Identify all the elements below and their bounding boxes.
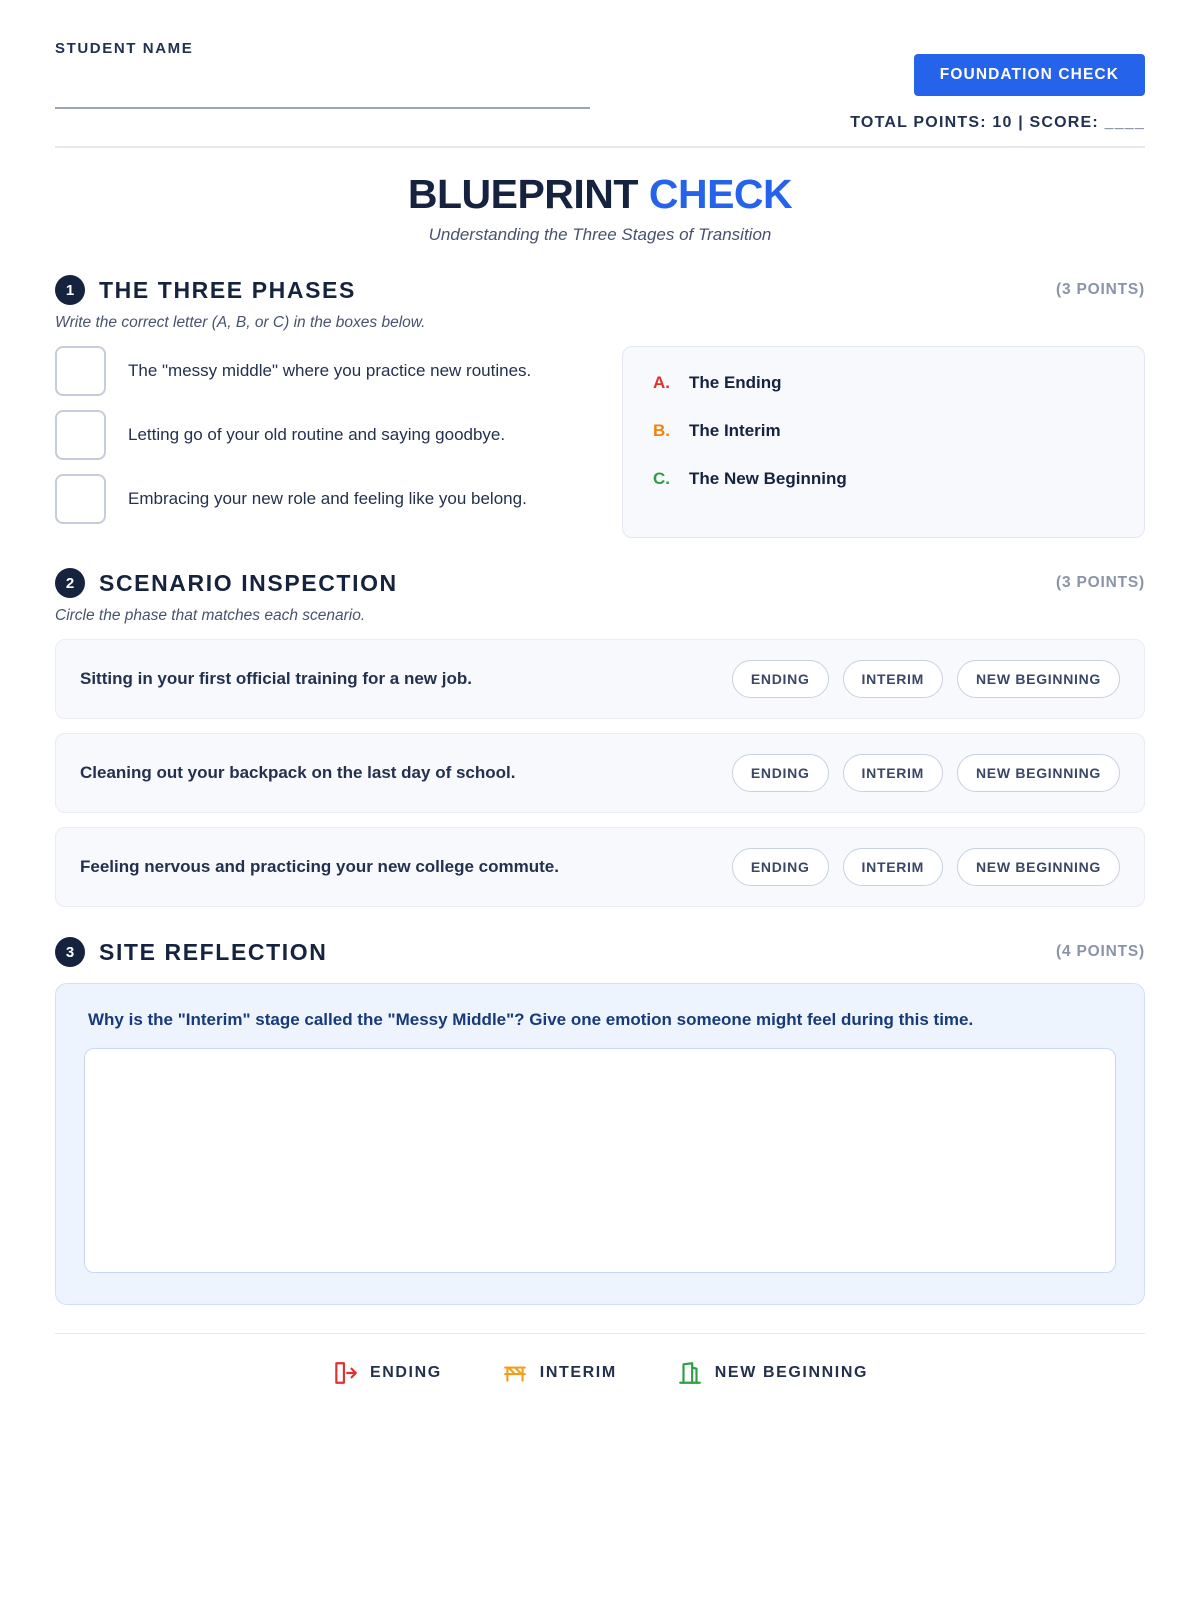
choice-interim-2[interactable]: INTERIM — [843, 754, 943, 792]
options-panel — [622, 346, 1145, 538]
option-b-label: The Interim — [689, 421, 781, 440]
option-c-label: The New Beginning — [689, 469, 847, 488]
section-1-instruction: Write the correct letter (A, B, or C) in the boxes below. — [55, 314, 426, 331]
title-block — [55, 171, 1145, 245]
option-c-letter: C. — [653, 469, 670, 488]
section-3-title: SITE REFLECTION — [99, 938, 328, 965]
section-2-points: (3 POINTS) — [1056, 574, 1145, 591]
section-3-header — [55, 937, 1145, 967]
answer-box-2[interactable] — [55, 410, 106, 460]
scenario-row — [55, 827, 1145, 907]
choice-interim-3[interactable]: INTERIM — [843, 848, 943, 886]
student-name-label: STUDENT NAME — [55, 40, 194, 57]
page-subtitle: Understanding the Three Stages of Transition — [428, 225, 772, 244]
section-1-header — [55, 275, 1145, 305]
option-c — [653, 469, 1114, 489]
section-2-header — [55, 568, 1145, 598]
option-a-letter: A. — [653, 373, 670, 392]
legend-label-interim: INTERIM — [539, 1364, 617, 1381]
reflection-answer-input[interactable] — [84, 1048, 1116, 1273]
total-points-score: TOTAL POINTS: 10 | SCORE: ____ — [850, 114, 1145, 131]
legend-item-ending — [332, 1360, 442, 1386]
section-1-points: (3 POINTS) — [1056, 281, 1145, 298]
student-name-input-line[interactable] — [55, 107, 590, 109]
section-1-title: THE THREE PHASES — [99, 276, 356, 303]
matching-item-text-3: Embracing your new role and feeling like you belong. — [128, 489, 527, 509]
section-1-number: 1 — [55, 275, 85, 305]
reflection-question: Why is the "Interim" stage called the "Messy Middle"? Give one emotion someone might feel during this time. — [88, 1010, 974, 1029]
matching-item — [55, 346, 600, 396]
legend-label-new-beginning: NEW BEGINNING — [714, 1364, 869, 1381]
legend-item-interim — [502, 1360, 617, 1386]
page-header — [55, 40, 1145, 148]
legend-label-ending: ENDING — [369, 1364, 442, 1381]
option-b — [653, 421, 1114, 441]
section-2-title: SCENARIO INSPECTION — [99, 569, 398, 596]
student-name-block — [55, 40, 595, 109]
scenario-text-2: Cleaning out your backpack on the last day of school. — [80, 763, 516, 782]
legend-item-new-beginning — [677, 1360, 868, 1386]
section-1-body — [55, 346, 1145, 538]
option-a — [653, 373, 1114, 393]
page-title-part-1: BLUEPRINT — [407, 171, 638, 217]
barrier-icon — [502, 1360, 528, 1386]
section-3-number: 3 — [55, 937, 85, 967]
page-title-part-2: CHECK — [648, 171, 793, 217]
scenario-choices-2 — [732, 754, 1120, 792]
footer-legend — [55, 1333, 1145, 1386]
choice-new-beginning-3[interactable]: NEW BEGINNING — [957, 848, 1120, 886]
matching-item-text-2: Letting go of your old routine and saying goodbye. — [128, 425, 506, 445]
matching-list — [55, 346, 600, 538]
choice-new-beginning-2[interactable]: NEW BEGINNING — [957, 754, 1120, 792]
scenario-row — [55, 639, 1145, 719]
status-badge: FOUNDATION CHECK — [914, 54, 1145, 96]
answer-box-3[interactable] — [55, 474, 106, 524]
scenario-choices-1 — [732, 660, 1120, 698]
scenario-row — [55, 733, 1145, 813]
choice-interim-1[interactable]: INTERIM — [843, 660, 943, 698]
scenario-text-1: Sitting in your first official training for a new job. — [80, 669, 472, 688]
matching-item — [55, 474, 600, 524]
section-3-points: (4 POINTS) — [1056, 943, 1145, 960]
choice-ending-2[interactable]: ENDING — [732, 754, 829, 792]
choice-ending-3[interactable]: ENDING — [732, 848, 829, 886]
matching-item-text-1: The "messy middle" where you practice new routines. — [128, 361, 532, 381]
answer-box-1[interactable] — [55, 346, 106, 396]
option-a-label: The Ending — [689, 373, 782, 392]
reflection-panel — [55, 983, 1145, 1305]
matching-item — [55, 410, 600, 460]
header-right — [850, 40, 1145, 132]
scenario-text-3: Feeling nervous and practicing your new college commute. — [80, 857, 559, 876]
page-title — [55, 171, 1145, 217]
scenario-choices-3 — [732, 848, 1120, 886]
choice-new-beginning-1[interactable]: NEW BEGINNING — [957, 660, 1120, 698]
section-2-instruction: Circle the phase that matches each scenario. — [55, 607, 366, 624]
exit-door-icon — [332, 1360, 358, 1386]
section-2-number: 2 — [55, 568, 85, 598]
choice-ending-1[interactable]: ENDING — [732, 660, 829, 698]
option-b-letter: B. — [653, 421, 670, 440]
open-door-icon — [677, 1360, 703, 1386]
